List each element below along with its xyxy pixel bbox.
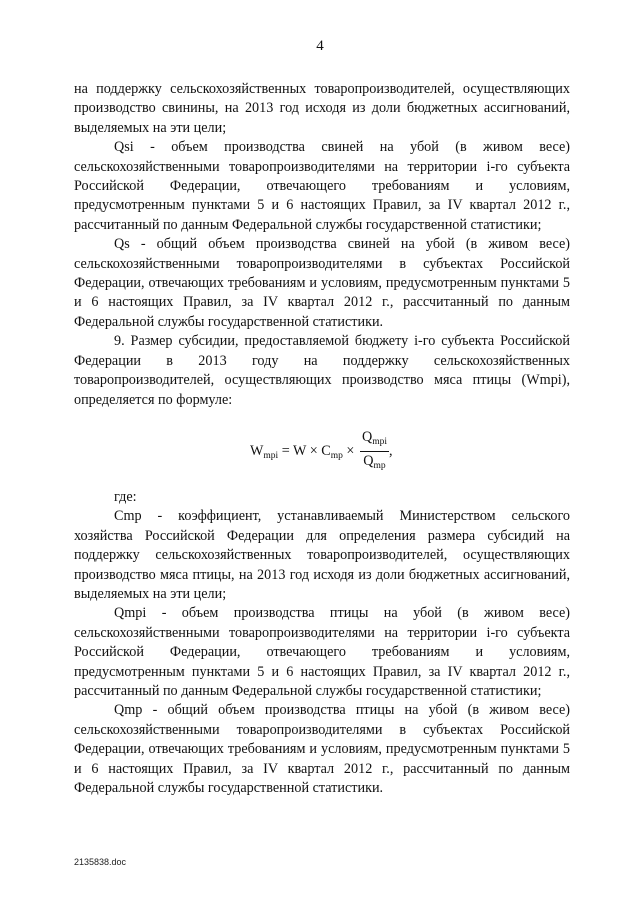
formula-denominator: Q [363, 452, 374, 469]
paragraph-item-9: 9. Размер субсидии, предоставляемой бюджету i-го субъекта Российской Федерации в 2013 году на поддержку сельскохозяйственных товаропроизводителей, осуществляющих производство мяса птицы (Wmpi), определяется по формуле: [74, 333, 570, 408]
paragraph-qs-definition: Qs - общий объем производства свиней на убой (в живом весе) сельскохозяйственными товаропроизводителями в субъектах Российской Федерации, отвечающих требованиям и условиям, предусмотренным пунктами 5 и 6 настоящих Правил, за IV квартал 2012 г., рассчитанный по данным Федеральной службы государственной статистики. [74, 236, 570, 330]
page-number: 4 [316, 38, 324, 54]
formula-tail: , [389, 442, 393, 459]
document-body [74, 80, 570, 798]
formula-lhs: W [250, 442, 264, 459]
paragraph-qmp-definition: Qmp - общий объем производства птицы на убой (в живом весе) сельскохозяйственными товаропроизводителями в субъектах Российской Федерации, отвечающих требованиям и условиям, предусмотренным пунктами 5 и 6 настоящих Правил, за IV квартал 2012 г., рассчитанный по данным Федеральной службы государственной статистики. [74, 702, 570, 796]
formula-denominator-sub: mp [373, 460, 386, 471]
paragraph-cmp-definition: Cmp - коэффициент, устанавливаемый Министерством сельского хозяйства Российской Федерации для определения размера субсидий на поддержку сельскохозяйственных товаропроизводителей, осуществляющих производство мяса птицы, на 2013 год исходя из доли бюджетных ассигнований, выделяемых на эти цели; [74, 508, 570, 602]
where-label: где: [114, 488, 137, 505]
formula-eq: = W × C [278, 442, 331, 459]
formula-numerator-sub: mpi [372, 436, 387, 447]
formula-numerator: Q [361, 428, 373, 445]
footer-filename: 2135838.doc [74, 857, 127, 867]
formula-lhs-sub: mpi [263, 450, 279, 461]
formula-wmpi [74, 410, 570, 488]
formula-c-sub: mp [330, 450, 343, 461]
paragraph-continuation: на поддержку сельскохозяйственных товаропроизводителей, осуществляющих производство свинины, на 2013 год исходя из доли бюджетных ассигнований, выделяемых на эти цели; [74, 81, 570, 136]
paragraph-qsi-definition: Qsi - объем производства свиней на убой (в живом весе) сельскохозяйственными товаропроизводителями на территории i-го субъекта Российской Федерации, отвечающего требованиям и условиям, предусмотренным пунктами 5 и 6 настоящих Правил, за IV квартал 2012 г., рассчитанный по данным Федеральной службы государственной статистики; [74, 139, 570, 233]
formula-times: × [342, 442, 358, 459]
formula-fraction [360, 428, 389, 475]
paragraph-qmpi-definition: Qmpi - объем производства птицы на убой (в живом весе) сельскохозяйственными товаропроизводителями на территории i-го субъекта Российской Федерации, отвечающего требованиям и условиям, предусмотренным пунктами 5 и 6 настоящих Правил, за IV квартал 2012 г., рассчитанный по данным Федеральной службы государственной статистики; [74, 605, 570, 699]
